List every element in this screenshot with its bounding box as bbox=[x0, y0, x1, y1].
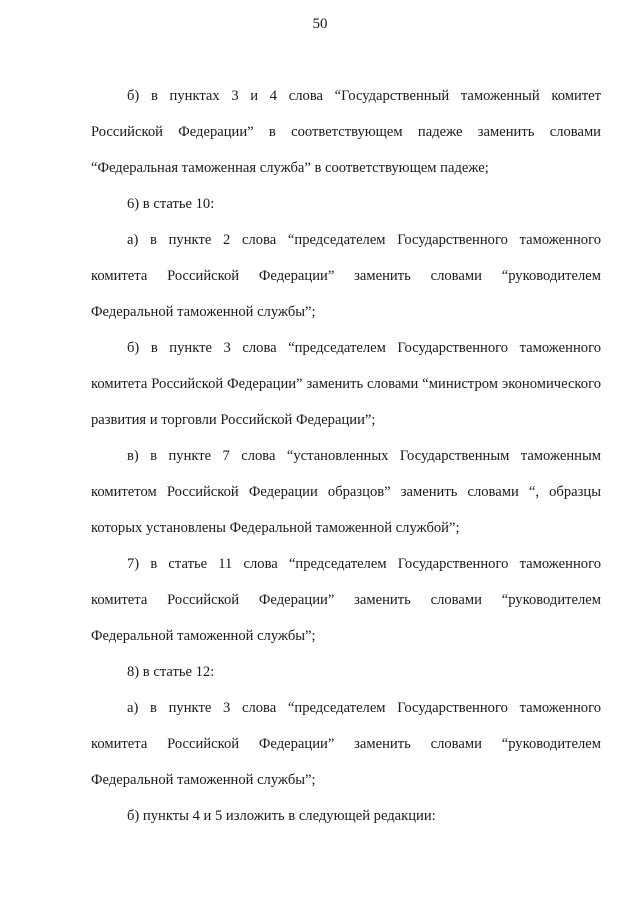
paragraph-item-b-point-3: б) в пункте 3 слова “председателем Государственного таможенного комитета Российской Федерации” заменить словами “министром экономического развития и торговли Российской Федерации”; bbox=[91, 340, 601, 428]
paragraph-item-6-article-10: 6) в статье 10: bbox=[127, 196, 215, 212]
paragraph-item-a-point-3: а) в пункте 3 слова “председателем Государственного таможенного комитета Российской Федерации” заменить словами “руководителем Федеральной таможенной службы”; bbox=[91, 700, 601, 788]
paragraph-item-8-article-12: 8) в статье 12: bbox=[127, 664, 215, 680]
paragraph-item-b-points-4-5: б) пункты 4 и 5 изложить в следующей редакции: bbox=[127, 808, 436, 824]
paragraph-item-a-point-2: а) в пункте 2 слова “председателем Государственного таможенного комитета Российской Федерации” заменить словами “руководителем Федеральной таможенной службы”; bbox=[91, 232, 601, 320]
document-body bbox=[91, 78, 601, 834]
paragraph-item-7-article-11: 7) в статье 11 слова “председателем Государственного таможенного комитета Российской Федерации” заменить словами “руководителем Федеральной таможенной службы”; bbox=[91, 556, 601, 644]
page-number: 50 bbox=[312, 16, 328, 32]
paragraph-item-b-points-3-4: б) в пунктах 3 и 4 слова “Государственный таможенный комитет Российской Федерации” в соответствующем падеже заменить словами “Федеральная таможенная служба” в соответствующем падеже; bbox=[91, 88, 601, 176]
paragraph-item-v-point-7: в) в пункте 7 слова “установленных Государственным таможенным комитетом Российской Федерации образцов” заменить словами “, образцы которых установлены Федеральной таможенной службой”; bbox=[91, 448, 601, 536]
